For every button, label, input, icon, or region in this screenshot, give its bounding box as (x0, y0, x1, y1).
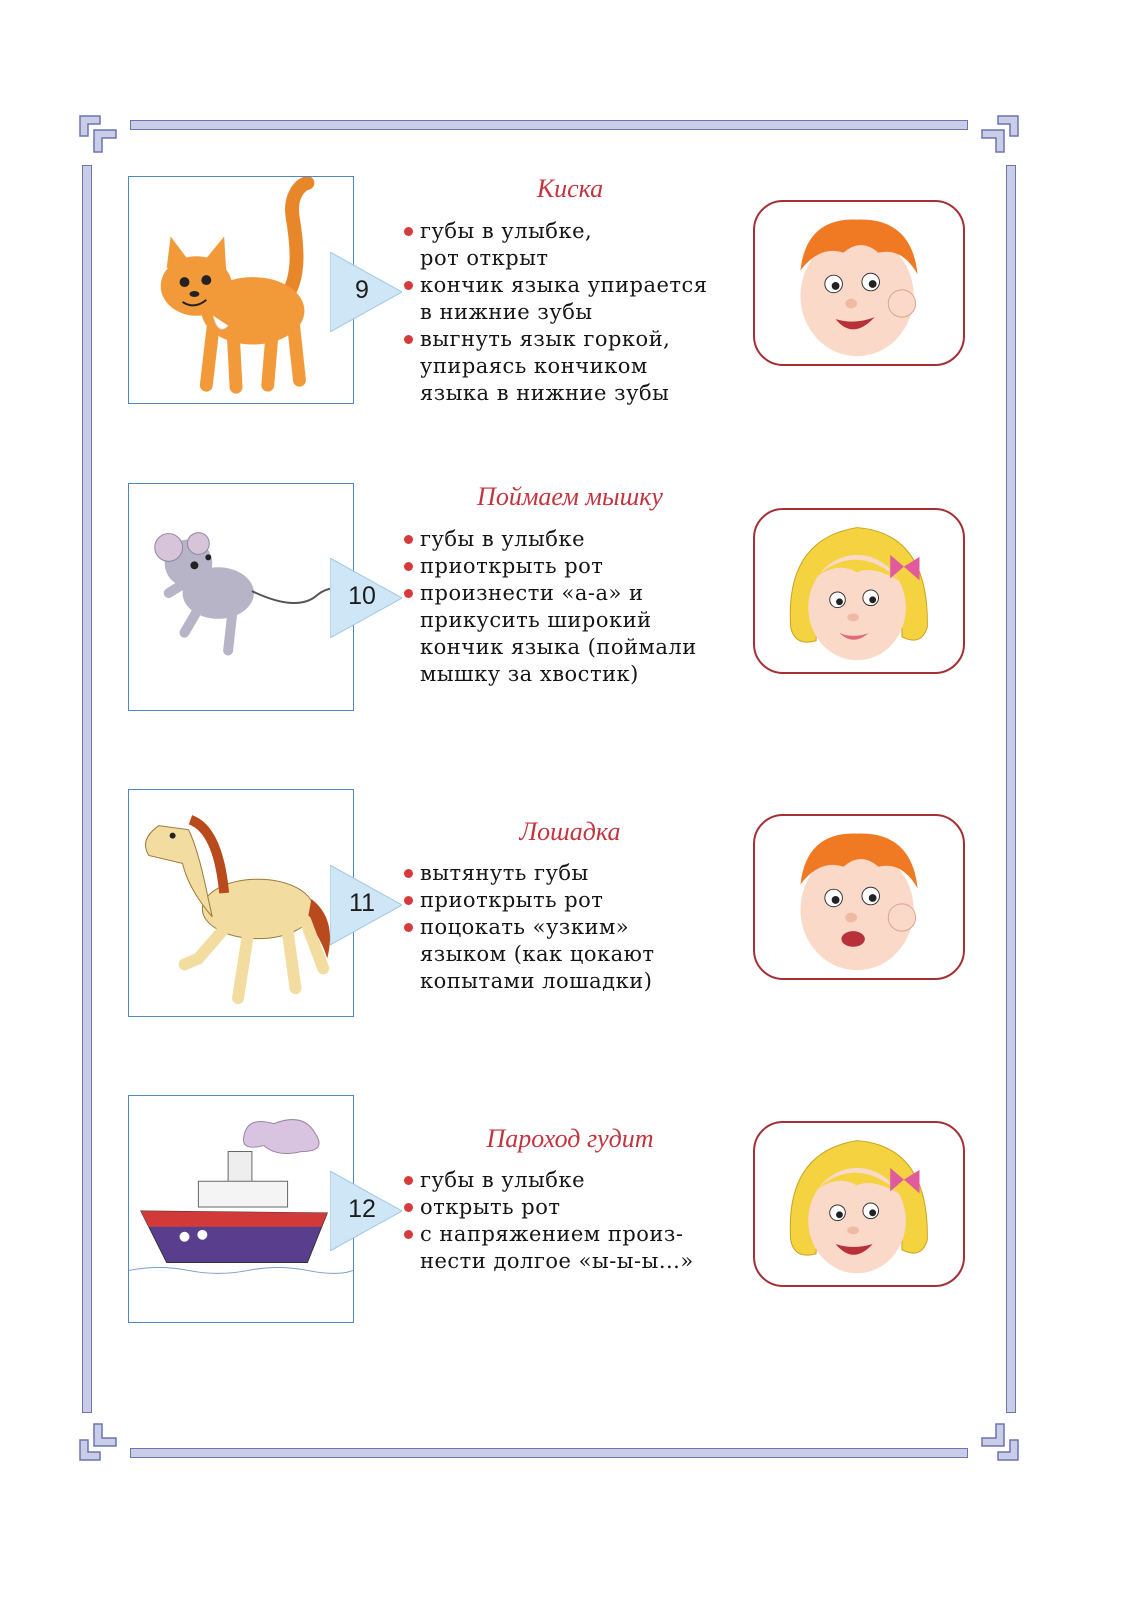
frame-corner-top-left (78, 114, 122, 158)
girl-face-illustration (753, 508, 965, 674)
frame-bottom (130, 1448, 968, 1458)
instruction-item (420, 326, 750, 407)
instruction-text: открыть рот (420, 1195, 561, 1219)
bullet-icon (404, 227, 413, 236)
instruction-list (420, 218, 750, 407)
instruction-text: приоткрыть рот (420, 554, 604, 578)
instruction-text: губы в улыбке (420, 527, 585, 551)
exercise-number: 11 (349, 889, 375, 917)
boy-face-illustration (753, 814, 965, 980)
bullet-icon (404, 1176, 413, 1185)
instruction-text: губы в улыбке (420, 1168, 585, 1192)
instruction-text: губы в улыбке, рот открыт (420, 219, 593, 270)
instruction-item (420, 1194, 750, 1221)
exercise-number-badge (330, 558, 402, 638)
steamboat-illustration (128, 1095, 354, 1323)
frame-top (130, 120, 968, 130)
horse-illustration (128, 789, 354, 1017)
bullet-icon (404, 923, 413, 932)
exercise-title: Поймаем мышку (477, 482, 663, 511)
frame-corner-top-right (976, 114, 1020, 158)
instruction-text: кончик языка упирается в нижние зубы (420, 273, 708, 324)
bullet-icon (404, 1230, 413, 1239)
frame-corner-bottom-left (78, 1418, 122, 1462)
instruction-item (420, 1221, 750, 1275)
bullet-icon (404, 562, 413, 571)
exercise-number-badge (330, 1171, 402, 1251)
instruction-text: с напряжением произ- нести долгое «ы-ы-ы...» (420, 1222, 694, 1273)
exercise-title: Лошадка (519, 817, 621, 846)
instruction-list (420, 526, 750, 688)
bullet-icon (404, 535, 413, 544)
mouse-illustration (128, 483, 354, 711)
instruction-list (420, 1167, 750, 1275)
instruction-item (420, 272, 750, 326)
instruction-item (420, 887, 750, 914)
exercise-title: Киска (536, 174, 604, 203)
exercise-number-badge (330, 865, 402, 945)
instruction-item (420, 860, 750, 887)
instruction-list (420, 860, 750, 995)
exercise-number-badge (330, 252, 402, 332)
bullet-icon (404, 896, 413, 905)
instruction-item (420, 553, 750, 580)
instruction-text: произнести «а-а» и прикусить широкий кончик языка (поймали мышку за хвостик) (420, 581, 697, 686)
instruction-text: приоткрыть рот (420, 888, 604, 912)
frame-corner-bottom-right (976, 1418, 1020, 1462)
instruction-item (420, 914, 750, 995)
boy-face-illustration (753, 200, 965, 366)
instruction-text: поцокать «узким» языком (как цокают копытами лошадки) (420, 915, 655, 993)
exercise-number: 12 (348, 1195, 376, 1223)
instruction-item (420, 218, 750, 272)
instruction-item (420, 526, 750, 553)
bullet-icon (404, 1203, 413, 1212)
bullet-icon (404, 589, 413, 598)
instruction-text: вытянуть губы (420, 861, 589, 885)
instruction-item (420, 580, 750, 688)
frame-right (1006, 165, 1016, 1413)
girl-face-illustration (753, 1121, 965, 1287)
bullet-icon (404, 281, 413, 290)
frame-left (82, 165, 92, 1413)
bullet-icon (404, 869, 413, 878)
instruction-text: выгнуть язык горкой, упираясь кончиком языка в нижние зубы (420, 327, 671, 405)
exercise-number: 9 (355, 276, 369, 304)
instruction-item (420, 1167, 750, 1194)
exercise-number: 10 (348, 582, 376, 610)
bullet-icon (404, 335, 413, 344)
cat-illustration (128, 176, 354, 404)
exercise-title: Пароход гудит (486, 1124, 654, 1153)
